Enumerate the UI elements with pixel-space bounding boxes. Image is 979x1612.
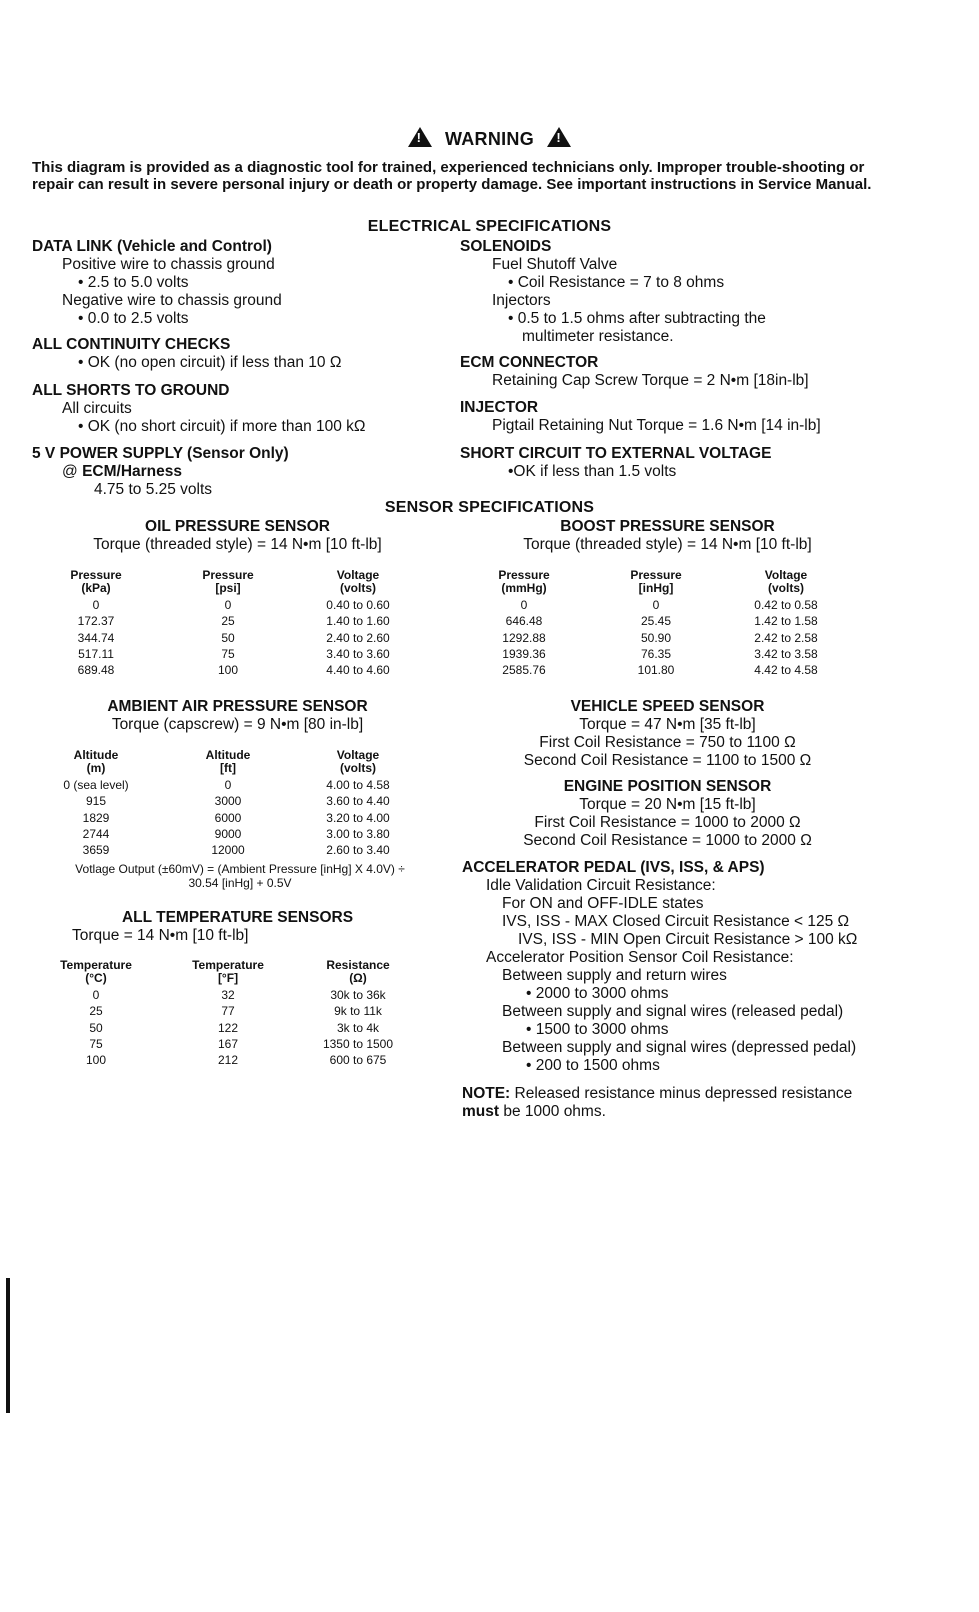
table-header-label: Pressure xyxy=(202,568,254,582)
vehicle-speed-first: First Coil Resistance = 750 to 1100 Ω xyxy=(539,734,796,751)
table-header-label: Altitude xyxy=(205,748,251,762)
shorts-value: • OK (no short circuit) if more than 100 kΩ xyxy=(78,418,366,435)
table-cell: 1.42 to 1.58 xyxy=(754,614,818,629)
ambient-formula-line-1: Votlage Output (±60mV) = (Ambient Pressure [inHg] X 4.0V) ÷ xyxy=(75,862,405,876)
data-link-negative-label: Negative wire to chassis ground xyxy=(62,292,282,309)
table-header-label: Temperature xyxy=(60,958,132,972)
data-link-heading: DATA LINK (Vehicle and Control) xyxy=(32,238,272,255)
table-cell: 122 xyxy=(217,1020,239,1035)
table-cell: 3000 xyxy=(214,794,242,809)
table-header xyxy=(596,569,716,595)
table-header xyxy=(168,959,288,985)
accelerator-line: • 200 to 1500 ohms xyxy=(526,1057,660,1074)
accelerator-line: IVS, ISS - MAX Closed Circuit Resistance < 125 Ω xyxy=(502,913,850,930)
table-cell: 1.40 to 1.60 xyxy=(326,614,390,629)
note-text: Released resistance minus depressed resistance xyxy=(510,1085,853,1102)
sensor-specifications-title: SENSOR SPECIFICATIONS xyxy=(384,499,595,516)
table-cell: 3659 xyxy=(82,843,110,858)
boost-pressure-torque: Torque (threaded style) = 14 N•m [10 ft-lb] xyxy=(523,536,812,553)
table-header-unit: (m) xyxy=(86,761,106,775)
table-header-unit: (kPa) xyxy=(81,581,111,595)
table-header-label: Resistance xyxy=(326,958,390,972)
table-cell: 646.48 xyxy=(505,614,543,629)
table-cell: 3.60 to 4.40 xyxy=(326,794,390,809)
accelerator-line: Accelerator Position Sensor Coil Resistance: xyxy=(486,949,794,966)
boost-pressure-table xyxy=(466,569,866,679)
injector-value: Pigtail Retaining Nut Torque = 1.6 N•m [14 in-lb] xyxy=(492,417,821,434)
binding-margin-mark xyxy=(6,1278,10,1413)
oil-pressure-torque: Torque (threaded style) = 14 N•m [10 ft-lb] xyxy=(93,536,382,553)
warning-title: WARNING xyxy=(444,129,535,149)
table-cell: 12000 xyxy=(211,843,245,858)
table-cell: 25 xyxy=(89,1004,103,1019)
vehicle-speed-heading: VEHICLE SPEED SENSOR xyxy=(570,698,765,715)
ambient-pressure-torque: Torque (capscrew) = 9 N•m [80 in-lb] xyxy=(111,716,364,733)
table-cell: 0 xyxy=(224,598,232,612)
data-link-positive-value: • 2.5 to 5.0 volts xyxy=(78,274,189,291)
table-cell: 4.00 to 4.58 xyxy=(326,778,390,792)
table-header-unit: (Ω) xyxy=(349,971,367,985)
table-cell: 1292.88 xyxy=(502,630,546,645)
table-cell: 0 xyxy=(92,598,100,612)
accelerator-line: Between supply and signal wires (depressed pedal) xyxy=(502,1039,857,1056)
table-cell: 76.35 xyxy=(640,646,672,661)
table-cell: 30k to 36k xyxy=(330,988,386,1002)
engine-position-first: First Coil Resistance = 1000 to 2000 Ω xyxy=(534,814,801,831)
table-cell: 0 xyxy=(520,598,528,612)
warning-triangle-icon xyxy=(547,127,571,147)
table-cell: 2585.76 xyxy=(502,663,546,678)
table-header-unit: (volts) xyxy=(768,581,804,595)
table-cell: 25 xyxy=(221,614,235,629)
table-cell: 25.45 xyxy=(640,614,672,629)
note-must: must xyxy=(462,1103,500,1120)
temperature-table xyxy=(38,959,438,1069)
table-cell: 2.40 to 2.60 xyxy=(326,630,390,645)
table-header xyxy=(36,959,156,985)
accelerator-line: • 1500 to 3000 ohms xyxy=(526,1021,669,1038)
temperature-sensors-torque: Torque = 14 N•m [10 ft-lb] xyxy=(72,927,249,944)
table-header xyxy=(726,569,846,595)
temperature-sensors-heading: ALL TEMPERATURE SENSORS xyxy=(121,909,354,926)
injectors-label: Injectors xyxy=(492,292,551,309)
ambient-formula-line-2: 30.54 [inHg] + 0.5V xyxy=(188,876,292,890)
table-cell: 75 xyxy=(221,646,235,661)
ecm-connector-value: Retaining Cap Screw Torque = 2 N•m [18in-lb] xyxy=(492,372,809,389)
table-cell: 0 xyxy=(224,778,232,792)
table-cell: 0 xyxy=(652,598,660,612)
oil-pressure-heading: OIL PRESSURE SENSOR xyxy=(145,518,330,535)
table-header-unit: (°C) xyxy=(85,971,107,985)
injector-heading: INJECTOR xyxy=(460,399,539,416)
accelerator-line: Between supply and return wires xyxy=(502,967,727,984)
table-header-label: Altitude xyxy=(73,748,119,762)
table-header-unit: (volts) xyxy=(340,581,376,595)
table-cell: 77 xyxy=(221,1004,235,1019)
note-label: NOTE: xyxy=(462,1085,511,1102)
continuity-heading: ALL CONTINUITY CHECKS xyxy=(32,336,231,353)
power-supply-at: @ xyxy=(62,463,78,480)
data-link-negative-value: • 0.0 to 2.5 volts xyxy=(78,310,189,327)
accelerator-line: Idle Validation Circuit Resistance: xyxy=(486,877,716,894)
shorts-label: All circuits xyxy=(62,400,132,417)
note-end: be 1000 ohms. xyxy=(499,1103,606,1120)
table-header-label: Temperature xyxy=(192,958,264,972)
short-external-value: •OK if less than 1.5 volts xyxy=(508,463,677,480)
table-header xyxy=(36,569,156,595)
table-cell: 32 xyxy=(221,988,235,1002)
table-header-label: Pressure xyxy=(70,568,122,582)
table-cell: 50 xyxy=(89,1020,103,1035)
table-cell: 915 xyxy=(85,794,107,809)
table-header xyxy=(298,749,418,775)
warning-text: This diagram is provided as a diagnostic tool for trained, experienced technicians only. Improper trouble-shooting or repair can result in severe personal injury or death or property damage. See important instructions in Service Manual. xyxy=(32,159,872,193)
table-cell: 101.80 xyxy=(637,663,675,678)
table-cell: 0 xyxy=(92,988,100,1002)
ambient-pressure-heading: AMBIENT AIR PRESSURE SENSOR xyxy=(107,698,368,715)
fuel-shutoff-label: Fuel Shutoff Valve xyxy=(492,256,618,273)
table-header-label: Voltage xyxy=(764,568,808,582)
table-cell: 0.40 to 0.60 xyxy=(326,598,390,612)
table-cell: 600 to 675 xyxy=(329,1053,387,1068)
accelerator-line: Between supply and signal wires (released pedal) xyxy=(502,1003,844,1020)
data-link-positive-label: Positive wire to chassis ground xyxy=(62,256,275,273)
table-cell: 517.11 xyxy=(78,646,114,661)
injectors-value-2: multimeter resistance. xyxy=(522,328,674,345)
warning-header xyxy=(0,127,979,150)
table-header-label: Voltage xyxy=(336,748,380,762)
table-cell: 3.40 to 3.60 xyxy=(326,646,390,661)
solenoids-heading: SOLENOIDS xyxy=(460,238,552,255)
table-cell: 75 xyxy=(89,1036,103,1051)
table-header xyxy=(168,569,288,595)
accelerator-line: • 2000 to 3000 ohms xyxy=(526,985,669,1002)
accelerator-note-line-2 xyxy=(462,1103,606,1121)
engine-position-torque: Torque = 20 N•m [15 ft-lb] xyxy=(579,796,756,813)
electrical-specifications-title: ELECTRICAL SPECIFICATIONS xyxy=(367,218,612,235)
vehicle-speed-second: Second Coil Resistance = 1100 to 1500 Ω xyxy=(523,752,812,769)
table-header xyxy=(36,749,156,775)
table-header-unit: [inHg] xyxy=(638,581,674,595)
table-cell: 1350 to 1500 xyxy=(322,1036,394,1051)
accelerator-note-line-1 xyxy=(462,1085,852,1103)
table-header xyxy=(298,569,418,595)
table-cell: 3k to 4k xyxy=(336,1020,380,1035)
accelerator-line: IVS, ISS - MIN Open Circuit Resistance > 100 kΩ xyxy=(518,931,858,948)
table-cell: 344.74 xyxy=(77,630,115,645)
table-cell: 100 xyxy=(85,1053,107,1068)
table-cell: 0.42 to 0.58 xyxy=(754,598,818,612)
table-cell: 2.42 to 2.58 xyxy=(754,630,818,645)
table-cell: 689.48 xyxy=(77,663,115,678)
table-cell: 2.60 to 3.40 xyxy=(326,843,390,858)
power-supply-location: ECM/Harness xyxy=(82,463,182,480)
table-cell: 172.37 xyxy=(77,614,115,629)
table-cell: 4.42 to 4.58 xyxy=(754,663,818,678)
power-supply-location-line xyxy=(62,463,182,481)
accelerator-pedal-heading: ACCELERATOR PEDAL (IVS, ISS, & APS) xyxy=(462,859,765,876)
injectors-value-1: • 0.5 to 1.5 ohms after subtracting the xyxy=(508,310,766,327)
power-supply-value: 4.75 to 5.25 volts xyxy=(94,481,213,498)
ecm-connector-heading: ECM CONNECTOR xyxy=(460,354,599,371)
table-cell: 9000 xyxy=(214,826,242,841)
table-cell: 0 (sea level) xyxy=(63,778,129,792)
table-header-unit: (mmHg) xyxy=(501,581,547,595)
fuel-shutoff-value: • Coil Resistance = 7 to 8 ohms xyxy=(508,274,725,291)
boost-pressure-heading: BOOST PRESSURE SENSOR xyxy=(560,518,775,535)
table-header-unit: (volts) xyxy=(340,761,376,775)
short-external-heading: SHORT CIRCUIT TO EXTERNAL VOLTAGE xyxy=(460,445,772,462)
engine-position-second: Second Coil Resistance = 1000 to 2000 Ω xyxy=(523,832,812,849)
table-header-label: Pressure xyxy=(498,568,550,582)
table-header-unit: [ft] xyxy=(220,761,236,775)
table-cell: 212 xyxy=(217,1053,239,1068)
table-cell: 50 xyxy=(221,630,235,645)
continuity-value: • OK (no open circuit) if less than 10 Ω xyxy=(78,354,342,371)
power-supply-heading: 5 V POWER SUPPLY (Sensor Only) xyxy=(32,445,289,462)
oil-pressure-table xyxy=(38,569,438,679)
table-cell: 1829 xyxy=(82,810,110,825)
table-header-unit: [°F] xyxy=(217,971,239,985)
table-header-label: Voltage xyxy=(336,568,380,582)
table-header-label: Pressure xyxy=(630,568,682,582)
ambient-pressure-table xyxy=(38,749,438,859)
table-cell: 3.20 to 4.00 xyxy=(326,810,390,825)
table-cell: 100 xyxy=(217,663,239,678)
vehicle-speed-torque: Torque = 47 N•m [35 ft-lb] xyxy=(579,716,756,733)
table-cell: 3.00 to 3.80 xyxy=(326,826,390,841)
table-cell: 6000 xyxy=(214,810,242,825)
table-cell: 4.40 to 4.60 xyxy=(326,663,390,678)
table-header xyxy=(464,569,584,595)
table-cell: 50.90 xyxy=(640,630,672,645)
table-cell: 3.42 to 3.58 xyxy=(754,646,818,661)
table-header-unit: [psi] xyxy=(215,581,241,595)
table-header xyxy=(168,749,288,775)
table-cell: 9k to 11k xyxy=(334,1004,382,1019)
table-cell: 2744 xyxy=(82,826,110,841)
accelerator-line: For ON and OFF-IDLE states xyxy=(502,895,704,912)
table-header xyxy=(298,959,418,985)
table-cell: 1939.36 xyxy=(502,646,546,661)
engine-position-heading: ENGINE POSITION SENSOR xyxy=(563,778,772,795)
warning-triangle-icon xyxy=(408,127,432,147)
table-cell: 167 xyxy=(217,1036,239,1051)
shorts-heading: ALL SHORTS TO GROUND xyxy=(32,382,230,399)
